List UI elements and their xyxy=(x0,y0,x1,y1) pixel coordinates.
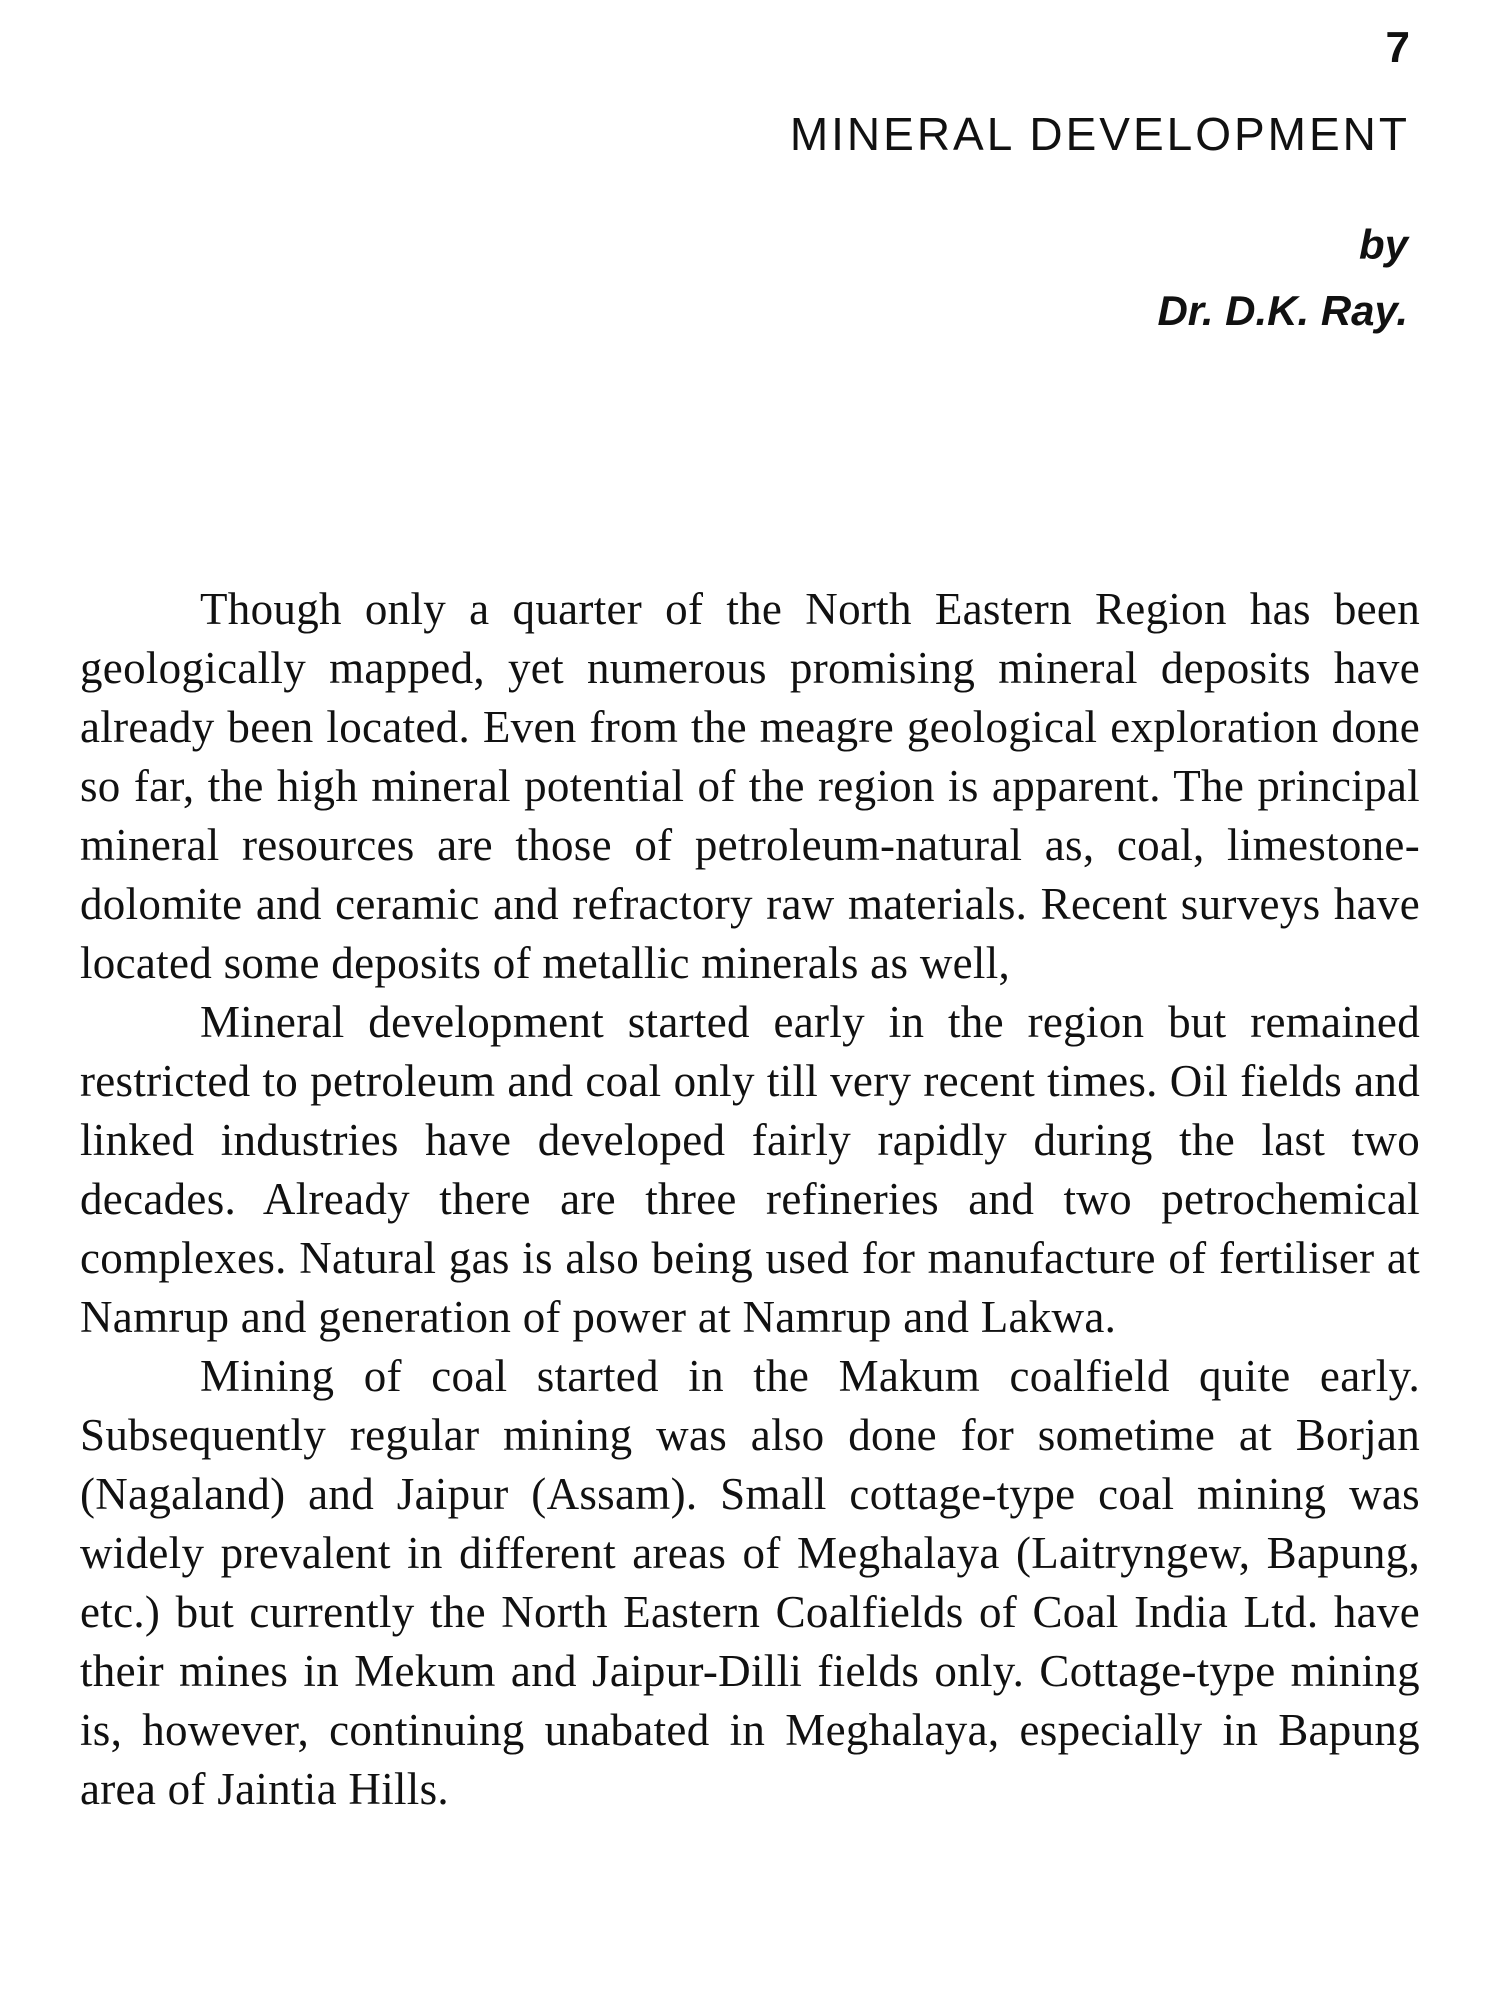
author-name: Dr. D.K. Ray. xyxy=(1157,287,1408,334)
by-label: by xyxy=(1358,221,1408,268)
byline xyxy=(1157,212,1408,344)
paragraph: Though only a quarter of the North Eastern Region has been geologically mapped, yet numerous promising mineral deposits have already been located. Even from the meagre geological exploration done so far, the high mineral potential of the region is apparent. The principal mineral resources are those of petroleum-natural as, coal, limestone-dolomite and ceramic and refractory raw materials. Recent surveys have located some deposits of metallic minerals as well, xyxy=(80,584,1420,988)
body-text xyxy=(80,580,1420,1819)
paragraph: Mineral development started early in the region but remained restricted to petroleum and coal only till very recent times. Oil fields and linked industries have developed fairly rapidly during the last two decades. Already there are three refineries and two petrochemical complexes. Natural gas is also being used for manufacture of fertiliser at Namrup and generation of power at Namrup and Lakwa. xyxy=(80,997,1420,1342)
page-number: 7 xyxy=(1385,23,1410,72)
chapter-title: MINERAL DEVELOPMENT xyxy=(789,108,1410,160)
paragraph: Mining of coal started in the Makum coalfield quite early. Subsequently regular mining was also done for sometime at Borjan (Nagaland) and Jaipur (Assam). Small cottage-type coal mining was widely prevalent in different areas of Meghalaya (Laitryngew, Bapung, etc.) but currently the North Eastern Coalfields of Coal India Ltd. have their mines in Mekum and Jaipur-Dilli fields only. Cottage-type mining is, however, continuing unabated in Meghalaya, especially in Bapung area of Jaintia Hills. xyxy=(80,1351,1420,1814)
